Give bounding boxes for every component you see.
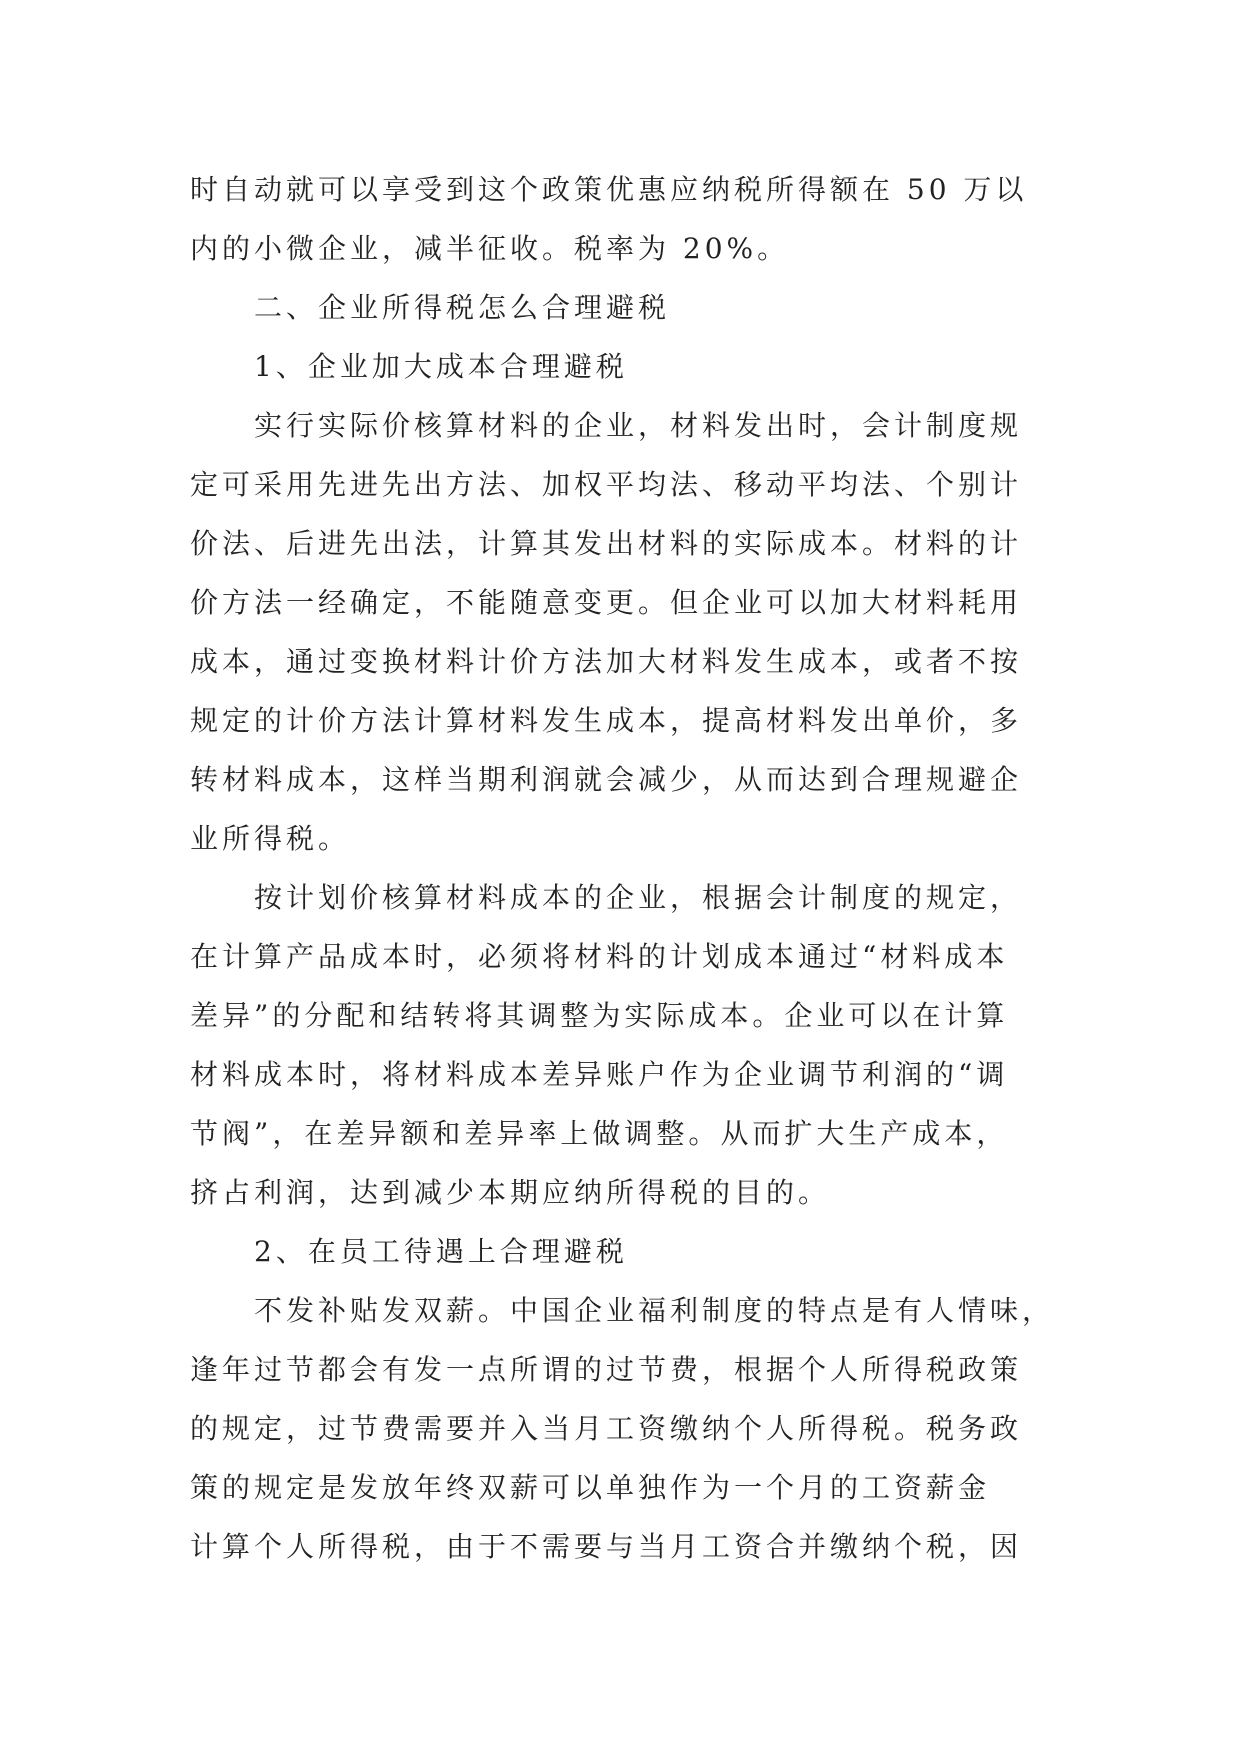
body-text-line: 策的规定是发放年终双薪可以单独作为一个月的工资薪金 bbox=[190, 1471, 991, 1504]
body-text-line: 转材料成本，这样当期利润就会减少，从而达到合理规避企 bbox=[190, 763, 1023, 796]
body-text-line: 定可采用先进先出方法、加权平均法、移动平均法、个别计 bbox=[190, 468, 1023, 501]
body-text-line: 的规定，过节费需要并入当月工资缴纳个人所得税。税务政 bbox=[190, 1412, 1023, 1445]
section-heading: 二、企业所得税怎么合理避税 bbox=[254, 291, 671, 324]
body-text-line: 在计算产品成本时，必须将材料的计划成本通过“材料成本 bbox=[190, 940, 1009, 973]
body-text-line: 实行实际价核算材料的企业，材料发出时，会计制度规 bbox=[254, 409, 1023, 442]
subsection-heading: 1、企业加大成本合理避税 bbox=[254, 350, 628, 383]
subsection-heading: 2、在员工待遇上合理避税 bbox=[254, 1235, 628, 1268]
body-text-line: 逢年过节都会有发一点所谓的过节费，根据个人所得税政策 bbox=[190, 1353, 1023, 1386]
body-text-line: 价方法一经确定，不能随意变更。但企业可以加大材料耗用 bbox=[190, 586, 1023, 619]
body-text-line: 时自动就可以享受到这个政策优惠应纳税所得额在 50 万以 bbox=[190, 173, 1028, 206]
body-text-line: 不发补贴发双薪。中国企业福利制度的特点是有人情味， bbox=[254, 1294, 1055, 1327]
body-text-line: 按计划价核算材料成本的企业，根据会计制度的规定， bbox=[254, 881, 1023, 914]
body-text-line: 差异”的分配和结转将其调整为实际成本。企业可以在计算 bbox=[190, 999, 1009, 1032]
document-body bbox=[190, 160, 1055, 1576]
body-text-line: 内的小微企业，减半征收。税率为 20%。 bbox=[190, 232, 790, 265]
body-text-line: 材料成本时，将材料成本差异账户作为企业调节利润的“调 bbox=[190, 1058, 1009, 1091]
body-text-line: 节阀”，在差异额和差异率上做调整。从而扩大生产成本， bbox=[190, 1117, 1009, 1150]
body-text-line: 价法、后进先出法，计算其发出材料的实际成本。材料的计 bbox=[190, 527, 1023, 560]
body-text-line: 业所得税。 bbox=[190, 822, 351, 855]
body-text-line: 成本，通过变换材料计价方法加大材料发生成本，或者不按 bbox=[190, 645, 1023, 678]
body-text-line: 挤占利润，达到减少本期应纳所得税的目的。 bbox=[190, 1176, 831, 1209]
body-text-line: 计算个人所得税，由于不需要与当月工资合并缴纳个税，因 bbox=[190, 1530, 1023, 1563]
body-text-line: 规定的计价方法计算材料发生成本，提高材料发出单价，多 bbox=[190, 704, 1023, 737]
